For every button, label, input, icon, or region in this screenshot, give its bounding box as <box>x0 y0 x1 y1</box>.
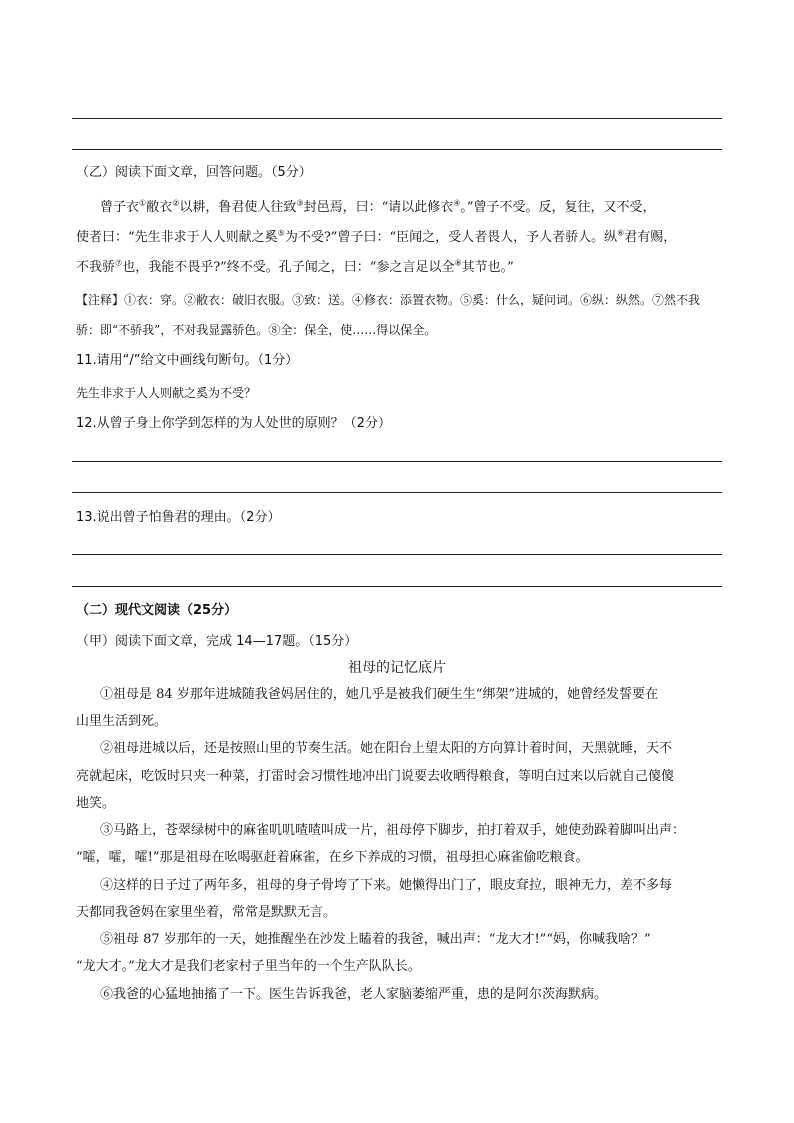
passage-line: 曾子衣①敝衣②以耕，鲁君使人往致③封邑焉，曰：“请以此修衣④。”曾子不受。反，复往，又不受， <box>100 198 656 215</box>
article-line: ①祖母是 84 岁那年进城随我爸妈居住的，她几乎是被我们硬生生“绑架”进城的，她曾经发誓要在 <box>100 687 659 702</box>
article-line: 亮就起床，吃饭时只夹一种菜，打雷时会习惯性地冲出门说要去收晒得粮食，等明白过来以后就自己傻傻 <box>76 769 675 784</box>
article-line: ③马路上，苍翠绿树中的麻雀叽叽喳喳叫成一片，祖母停下脚步，拍打着双手，她使劲跺着脚叫出声： <box>100 823 686 838</box>
section-two-heading: （二）现代文阅读（25分） <box>76 603 238 618</box>
article-line: ⑤祖母 87 岁那年的一天，她推醒坐在沙发上瞌着的我爸，喊出声：“龙大才!”“妈，你喊我啥？” <box>100 932 651 947</box>
answer-line[interactable] <box>72 586 722 587</box>
answer-line[interactable] <box>72 461 722 462</box>
answer-line[interactable] <box>72 554 722 555</box>
annotation-line: 骄：即“不骄我”，不对我显露骄色。⑧全：保全，使……得以保全。 <box>76 323 437 337</box>
answer-line[interactable] <box>72 492 722 493</box>
article-line: ④这样的日子过了两年多，祖母的身子骨垮了下来。她懒得出门了，眼皮耷拉，眼神无力，差不多每 <box>100 878 673 893</box>
article-line: ⑥我爸的心猛地抽搐了一下。医生告诉我爸，老人家脑萎缩严重，患的是阿尔茨海默病。 <box>100 987 608 1002</box>
section-yi-heading: （乙）阅读下面文章，回答问题。（5分） <box>76 165 312 180</box>
annotation-line: 【注释】①衣：穿。②敝衣：破旧衣服。③致：送。④修衣：添置衣物。⑤奚：什么，疑问词。⑥纵：纵然。⑦然不我 <box>76 293 701 307</box>
answer-line[interactable] <box>72 149 722 150</box>
article-line: ②祖母进城以后，还是按照山里的节奏生活。她在阳台上望太阳的方向算计着时间，天黑就睡，天不 <box>100 741 673 756</box>
article-line: “嚯，嚯，嚯!”那是祖母在吆喝驱赶着麻雀，在乡下养成的习惯，祖母担心麻雀偷吃粮食。 <box>76 850 589 865</box>
question-12-prompt: 12.从曾子身上你学到怎样的为人处世的原则？（2分） <box>76 416 391 431</box>
article-line: 山里生活到死。 <box>76 714 168 729</box>
question-11-prompt: 11.请用“/”给文中画线句断句。（1分） <box>76 353 299 368</box>
question-11-sentence: 先生非求于人人则献之奚为不受？ <box>76 386 257 400</box>
article-line: 地笑。 <box>76 796 116 811</box>
section-two-subheading: （甲）阅读下面文章，完成 14—17题。（15分） <box>76 634 358 649</box>
article-line: 天都同我爸妈在家里坐着，常常是默默无言。 <box>76 905 337 920</box>
article-title: 祖母的记忆底片 <box>348 660 446 676</box>
answer-line[interactable] <box>72 118 722 119</box>
passage-line: 使者曰：“先生非求于人人则献之奚⑤为不受?”曾子曰：“臣闻之，受人者畏人，予人者骄人。纵⑥君有赐， <box>76 228 677 245</box>
question-13-prompt: 13.说出曾子怕鲁君的理由。（2分） <box>76 510 281 525</box>
passage-line: 不我骄⑦也，我能不畏乎?”终不受。孔子闻之，曰：“参之言足以全⑧其节也。” <box>76 258 514 275</box>
article-line: “龙大才。”龙大才是我们老家村子里当年的一个生产队队长。 <box>76 959 421 974</box>
